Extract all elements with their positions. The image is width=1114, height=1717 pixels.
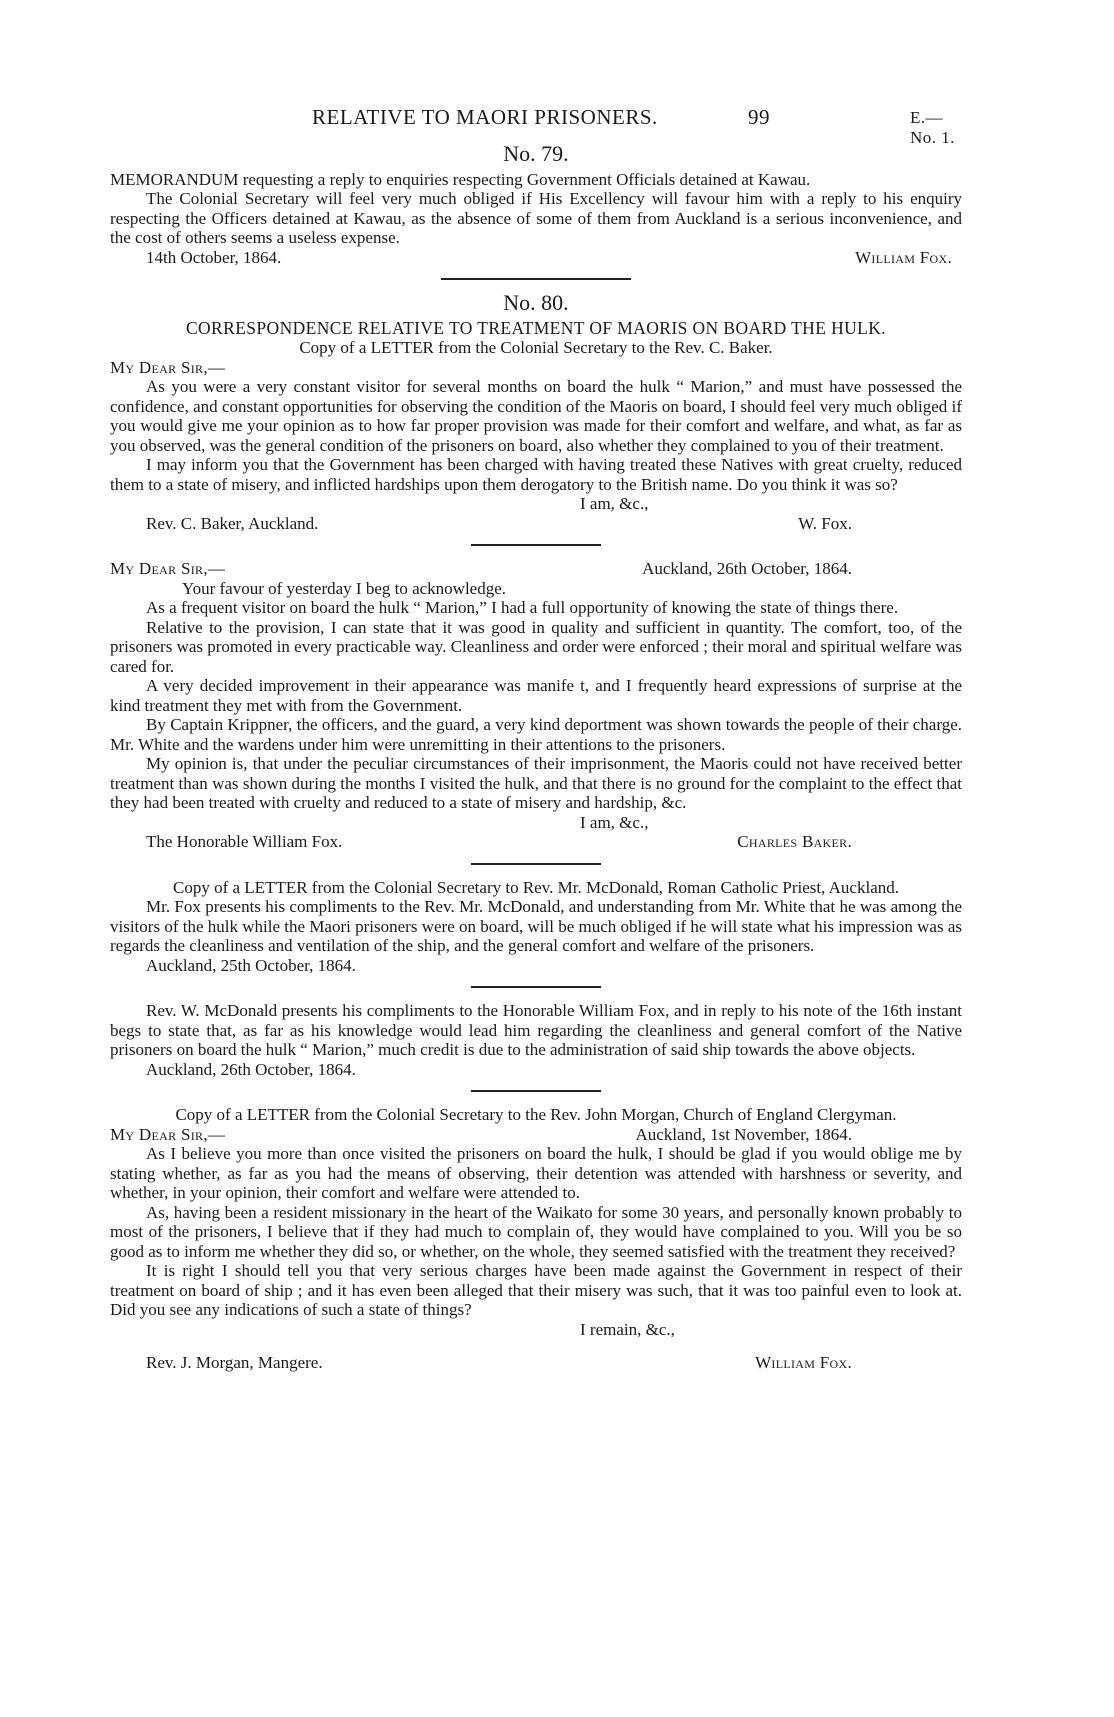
memo-lead: MEMORANDUM — [110, 169, 239, 189]
memo-body: The Colonial Secretary will feel very much obliged if His Excellency will favour him with a reply to his enquiry respecting the Officers detained at Kawau, as the absence of some of them from Auckland is a serious inconvenience, and the cost of others seems a useless expense. — [110, 189, 962, 247]
baker-reply-para-1: Your favour of yesterday I beg to acknowledge. — [182, 578, 507, 598]
spacer — [110, 1339, 962, 1353]
running-title: RELATIVE TO MAORI PRISONERS. — [312, 105, 658, 129]
memo-title — [110, 170, 962, 190]
letter-divider — [471, 863, 601, 865]
baker-reply-para-3: Relative to the provision, I can state that it was good in quality and sufficient in quantity. The comfort, too, of the prisoners was promoted in every practicable way. Cleanliness and order were enforced ; their moral and spiritual welfare was cared for. — [110, 617, 962, 676]
correspondence-title: CORRESPONDENCE RELATIVE TO TREATMENT OF MAORIS ON BOARD THE HULK. — [185, 317, 887, 338]
mcdonald-letter-body: Mr. Fox presents his compliments to the Rev. Mr. McDonald, and understanding from Mr. White that he was among the visitors of the hulk while the Maori prisoners were on board, will be much obliged if he will state what his impression was as regards the cleanliness and ventilation of the ship, and the general comfort and welfare of the prisoners. — [110, 897, 962, 955]
morgan-letter-signature: William Fox. — [755, 1353, 852, 1372]
fox-to-baker-para-1: As you were a very constant visitor for several months on board the hulk “ Marion,” and must have possessed the confidence, and constant opportunities for observing the condition of the Maoris on board, I should feel very much obliged if you would give me your opinion as to how far proper provision was made for their comfort and welfare, and what, as far as you observed, was the general condition of the prisoners on board, also whether they complained to you of their treatment. — [110, 377, 962, 455]
document-page — [110, 105, 962, 1373]
memo-rest: requesting a reply to enquiries respecting Government Officials detained at Kawau. — [238, 169, 811, 189]
fox-to-baker-signature: W. Fox. — [798, 513, 852, 533]
mcdonald-reply-date: Auckland, 26th October, 1864. — [146, 1059, 356, 1079]
document-reference: E.—No. 1. — [910, 108, 956, 147]
morgan-letter-signoff — [110, 1353, 962, 1373]
baker-reply-para-6: My opinion is, that under the peculiar circumstances of their imprisonment, the Maoris could not have received better treatment than was shown during the months I visited the hulk, and that there is no ground for the complaint to the effect that they had been treated with cruelty and reduced to a state of misery and hardship, &c. — [110, 754, 962, 812]
morgan-place-date: Auckland, 1st November, 1864. — [635, 1124, 852, 1144]
baker-reply-addressee: The Honorable William Fox. — [146, 832, 343, 851]
morgan-letter-closing: I remain, &c., — [580, 1319, 675, 1339]
morgan-letter-para-3: It is right I should tell you that very serious charges have been made against the Government in respect of their treatment on board of ship ; and it has even been alleged that their misery was such, that it was too painful even to look at. Did you see any indications of such a state of things? — [110, 1261, 962, 1319]
baker-copy-intro: Copy of a LETTER from the Colonial Secretary to the Rev. C. Baker. — [299, 338, 773, 357]
fox-to-baker-closing: I am, &c., — [580, 494, 649, 513]
baker-reply-para-5: By Captain Krippner, the officers, and the guard, a very kind deportment was shown towards the people of their charge. Mr. White and the wardens under him were unremitting in their attentions to the prisoners. — [110, 715, 962, 754]
section-heading-no79: No. 79. — [503, 141, 569, 166]
morgan-letter-para-1: As I believe you more than once visited the prisoners on board the hulk, I should be glad if you would oblige me by stating whether, as far as you had the means of observing, their detention was attended with harshness or severity, and whether, in your opinion, their comfort and welfare were attended to. — [110, 1144, 962, 1202]
fox-to-baker-signoff — [110, 514, 962, 534]
page-number: 99 — [748, 105, 770, 129]
morgan-copy-intro: Copy of a LETTER from the Colonial Secretary to the Rev. John Morgan, Church of England Clergyman. — [175, 1105, 897, 1124]
letter-divider — [471, 544, 601, 546]
morgan-letter-addressee: Rev. J. Morgan, Mangere. — [146, 1353, 323, 1372]
baker-reply-closing: I am, &c., — [580, 812, 649, 832]
memo-date: 14th October, 1864. — [146, 247, 282, 267]
mcdonald-copy-intro: Copy of a LETTER from the Colonial Secretary to Rev. Mr. McDonald, Roman Catholic Priest, Auckland. — [173, 877, 899, 897]
baker-reply-para-4: A very decided improvement in their appearance was manife t, and I frequently heard expressions of surprise at the kind treatment they met with from the Government. — [110, 676, 962, 715]
letter-divider — [471, 1090, 601, 1092]
baker-reply-signoff — [110, 832, 962, 852]
baker-reply-salutation: My Dear Sir,— — [110, 559, 226, 578]
memo-signoff — [110, 248, 962, 268]
baker-reply-signature: Charles Baker. — [737, 832, 852, 851]
fox-to-baker-para-2: I may inform you that the Government has been charged with having treated these Natives with great cruelty, reduced them to a state of misery, and inflicted hardships upon them derogatory to the British name. Do you think it was so? — [110, 455, 962, 494]
memo-signature: William Fox. — [855, 247, 952, 267]
baker-reply-place-date: Auckland, 26th October, 1864. — [642, 559, 852, 578]
running-header — [110, 105, 962, 147]
fox-to-baker-addressee: Rev. C. Baker, Auckland. — [146, 513, 319, 533]
morgan-letter-header — [110, 1125, 962, 1145]
morgan-letter-para-2: As, having been a resident missionary in the heart of the Waikato for some 30 years, and personally known probably to most of the prisoners, I believe that if they had much to complain of, they would have complained to you. Will you be so good as to inform me whether they did so, or whether, on the whole, they seemed satisfied with the treatment they received? — [110, 1202, 962, 1261]
section-divider — [441, 278, 631, 280]
mcdonald-letter-date: Auckland, 25th October, 1864. — [146, 955, 356, 975]
baker-reply-header — [110, 559, 962, 579]
mcdonald-reply-body: Rev. W. McDonald presents his compliments to the Honorable William Fox, and in reply to his note of the 16th instant begs to state that, as far as his knowledge would lead him regarding the cleanliness and general comfort of the Native prisoners on board the hulk “ Marion,” much credit is due to the administration of said ship towards the above objects. — [110, 1001, 962, 1059]
morgan-salutation: My Dear Sir,— — [110, 1124, 226, 1144]
baker-salutation: My Dear Sir,— — [110, 357, 226, 377]
letter-divider — [471, 986, 601, 988]
section-heading-no80: No. 80. — [503, 290, 569, 315]
baker-reply-para-2: As a frequent visitor on board the hulk “ Marion,” I had a full opportunity of knowing the state of things there. — [146, 598, 899, 617]
